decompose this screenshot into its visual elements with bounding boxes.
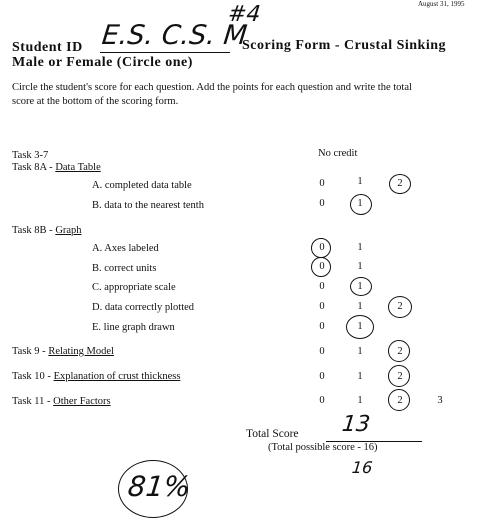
task-8b-item-b-label: B. correct units [92,263,157,274]
task-9-score-1[interactable]: 1 [357,346,363,357]
instructions-line-2: score at the bottom of the scoring form. [12,96,179,107]
task-11-heading: Task 11 - Other Factors [12,396,111,407]
task-8b-item-b-score-1[interactable]: 1 [357,261,363,272]
task-8b-item-c-score-0[interactable]: 0 [319,281,325,292]
task-8b-item-e-label: E. line graph drawn [92,322,175,333]
task-9-score-0[interactable]: 0 [319,346,325,357]
task-8b-item-c-score-1[interactable]: 1 [357,281,363,292]
task-9-heading: Task 9 - Relating Model [12,346,114,357]
task-8a-item-a-score-0[interactable]: 0 [319,178,325,189]
task-8a-item-b-score-0[interactable]: 0 [319,198,325,209]
task-8b-item-b-score-0[interactable]: 0 [319,261,325,272]
student-id-label: Student ID [12,40,83,55]
task-8b-heading: Task 8B - Graph [12,225,82,236]
task-10-score-1[interactable]: 1 [357,371,363,382]
task-11-score-0[interactable]: 0 [319,395,325,406]
student-id-underline [100,52,230,53]
form-title: Scoring Form - Crustal Sinking [242,38,447,53]
task-8b-item-d-score-2[interactable]: 2 [397,301,403,312]
task-8a-item-b-label: B. data to the nearest tenth [92,200,204,211]
no-credit-label: No credit [318,148,358,159]
task-8a-item-b-score-circle [350,194,372,215]
task-8a-item-a-score-circle [389,174,411,194]
task-8b-item-d-score-0[interactable]: 0 [319,301,325,312]
task-9-score-circle [388,340,410,362]
task-3-7: Task 3-7 [12,150,49,161]
task-8b-item-e-score-1[interactable]: 1 [357,321,363,332]
total-score-value: 13 [340,412,372,437]
task-10-score-circle [388,365,410,387]
task-10-score-0[interactable]: 0 [319,371,325,382]
task-8a-item-a-score-1[interactable]: 1 [357,176,363,187]
task-8b-item-a-label: A. Axes labeled [92,243,159,254]
task-8b-item-c-score-circle [350,277,372,296]
task-8b-item-a-score-1[interactable]: 1 [357,242,363,253]
task-8b-item-e-score-0[interactable]: 0 [319,321,325,332]
task-11-score-3[interactable]: 3 [437,395,443,406]
task-8b-item-d-score-circle [388,296,412,318]
total-score-label: Total Score [246,428,299,440]
task-11-score-1[interactable]: 1 [357,395,363,406]
task-9-score-2[interactable]: 2 [397,346,403,357]
task-8a-item-b-score-1[interactable]: 1 [357,198,363,209]
task-8b-item-e-score-circle [346,315,374,339]
percent-score: 81% [126,470,192,503]
task-8b-item-c-label: C. appropriate scale [92,282,176,293]
task-8a-heading: Task 8A - Data Table [12,162,101,173]
instructions-line-1: Circle the student's score for each question. Add the points for each question and write the total [12,82,412,93]
task-10-score-2[interactable]: 2 [397,371,403,382]
task-8b-item-d-label: D. data correctly plotted [92,302,195,313]
student-id-value: E.S. C.S. M [100,20,249,51]
task-8a-item-a-label: A. completed data table [92,180,192,191]
task-8b-item-a-score-0[interactable]: 0 [319,242,325,253]
task-11-score-circle [388,389,410,411]
task-11-score-2[interactable]: 2 [397,395,403,406]
task-8b-item-b-score-circle [311,257,331,277]
form-number: #4 [226,2,262,27]
task-8a-item-a-score-2[interactable]: 2 [397,178,403,189]
task-8b-item-d-score-1[interactable]: 1 [357,301,363,312]
total-possible-note: (Total possible score - 16) [268,442,378,453]
form-date: August 31, 1995 [418,0,465,8]
task-10-heading: Task 10 - Explanation of crust thickness [12,371,181,382]
gender-label: Male or Female (Circle one) [12,55,193,70]
handwritten-denominator: 16 [351,458,374,477]
task-8b-item-a-score-circle [311,238,331,258]
